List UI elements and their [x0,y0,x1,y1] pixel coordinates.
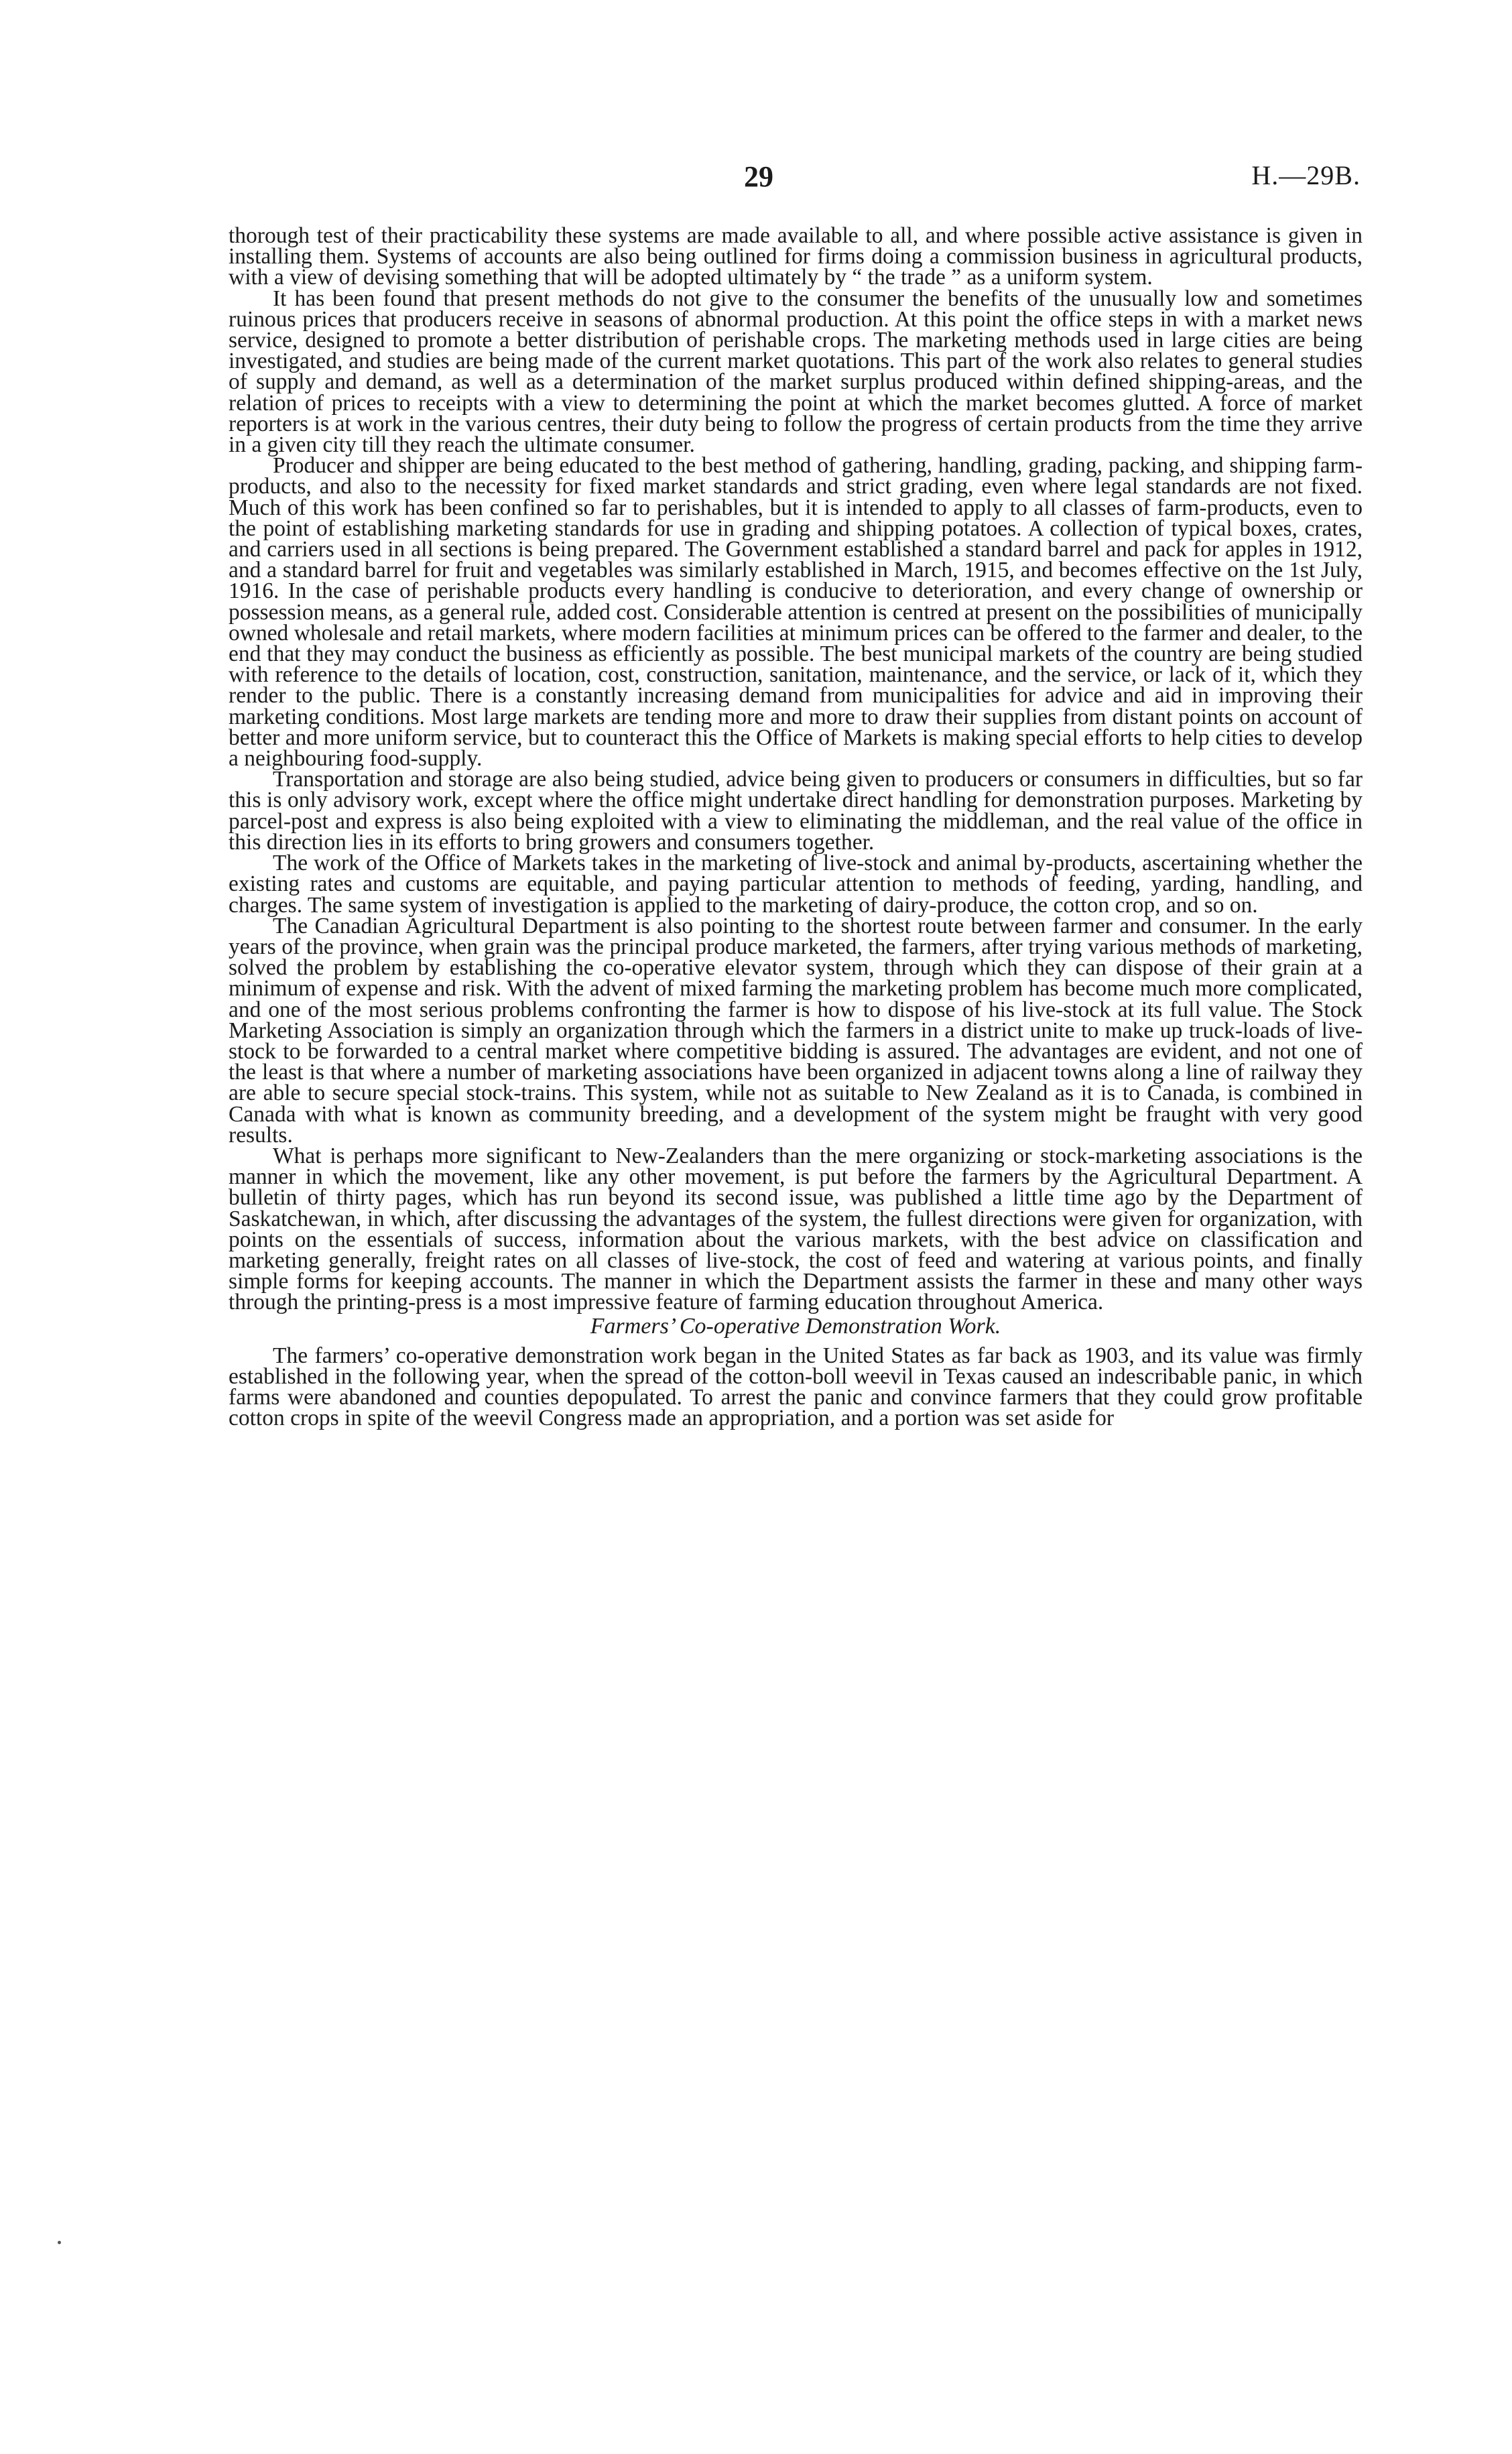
paragraph-demonstration-work: The farmers’ co-operative demonstration work began in the United States as far back as 1903, and its value was firmly established in the following year, when the spread of the cotton-boll weevil in Texas caused an indescribable panic, in which farms were abandoned and counties depopulated. To arrest the panic and convince farmers that they could grow profitable cotton crops in spite of the weevil Congress made an appropriation, and a portion was set aside for [229,1343,1363,1431]
margin-speck [58,2241,61,2244]
paragraph-market-news: It has been found that present methods do not give to the consumer the benefits of the unusually low and sometimes ruinous prices that producers receive in seasons of abnormal production. At this point the office steps in with a market news service, designed to promote a better distribution of perishable crops. The marketing methods used in large cities are being investigated, and studies are being made of the current market quotations. This part of the work also relates to general studies of supply and demand, as well as a determination of the market surplus produced within defined shipping-areas, and the relation of prices to receipts with a view to determining the point at which the market becomes glutted. A force of market reporters is at work in the various centres, their duty being to follow the progress of certain products from the time they arrive in a given city till they reach the ultimate consumer. [229,286,1363,458]
page-header [228,160,1361,200]
paragraph-canadian-department: The Canadian Agricultural Department is also pointing to the shortest route between farmer and consumer. In the early years of the province, when grain was the principal produce marketed, the farmers, after trying various methods of marketing, solved the problem by establishing the co-operative elevator system, through which they can dispose of their grain at a minimum of expense and risk. With the advent of mixed farming the marketing problem has become much more complicated, and one of the most serious problems confronting the farmer is how to dispose of his live-stock at its full value. The Stock Marketing Association is simply an organization through which the farmers in a district unite to make up truck-loads of livestock to be forwarded to a central market where competitive bidding is assured. The advantages are evident, and not one of the least is that where a number of marketing associations have been organized in adjacent towns along a line of railway they are able to secure special stock-trains. This system, while not as suitable to New Zealand as it is to Canada, is combined in Canada with what is known as community breeding, and a development of the system might be fraught with very good results. [229,913,1363,1148]
body-text [229,223,1363,1431]
section-heading: Farmers’ Co-operative Demonstration Work. [590,1313,1001,1339]
paragraph-standards: Producer and shipper are being educated to the best method of gathering, handling, grading, packing, and shipping farm-products, and also to the necessity for fixed market standards and strict grading, even where legal standards are not fixed. Much of this work has been confined so far to perishables, but it is intended to apply to all classes of farm-products, even to the point of establishing marketing standards for use in grading and shipping potatoes. A collection of typical boxes, crates, and carriers used in all sections is being prepared. The Government established a standard barrel and pack for apples in 1912, and a standard barrel for fruit and vegetables was similarly established in March, 1915, and becomes effective on the 1st July, 1916. In the case of perishable products every handling is conducive to deterioration, and every change of ownership or possession means, as a general rule, added cost. Considerable attention is centred at present on the possibilities of municipally owned wholesale and retail markets, where modern facilities at minimum prices can be offered to the farmer and dealer, to the end that they may conduct the business as efficiently as possible. The best municipal markets of the country are being studied with reference to the details of location, cost, construction, sanitation, maintenance, and the service, or lack of it, which they render to the public. There is a constantly increasing demand from municipalities for advice and aid in improving their marketing conditions. Most large markets are tending more and more to draw their supplies from distant points on account of better and more uniform service, but to counteract this the Office of Markets is making special efforts to help cities to develop a neighbouring food-supply. [229,453,1363,772]
paragraph-bulletin: What is perhaps more significant to New-Zealanders than the mere organizing or stock-marketing associations is the manner in which the movement, like any other movement, is put before the farmers by the Agricultural Department. A bulletin of thirty pages, which has run beyond its second issue, was published a little time ago by the Department of Saskatchewan, in which, after discussing the advantages of the system, the fullest directions were given for organization, with points on the essentials of success, information about the various markets, with the best advice on classification and marketing generally, freight rates on all classes of live-stock, the cost of feed and watering at various points, and finally simple forms for keeping accounts. The manner in which the Department assists the farmer in these and many other ways through the printing-press is a most impressive feature of farming education throughout America. [229,1143,1363,1315]
page-number: 29 [744,160,773,193]
paragraph-continuation: thorough test of their practicability these systems are made available to all, and where possible active assistance is given in installing them. Systems of accounts are also being outlined for firms doing a commission business in agricultural products, with a view of devising something that will be adopted ultimately by “ the trade ” as a uniform system. [229,223,1363,290]
paragraph-transportation: Transportation and storage are also being studied, advice being given to producers or consumers in difficulties, but so far this is only advisory work, except where the office might undertake direct handling for demonstration purposes. Marketing by parcel-post and express is also being exploited with a view to eliminating the middleman, and the real value of the office in this direction lies in its efforts to bring growers and consumers together. [229,767,1363,855]
report-reference: H.—29B. [1251,160,1361,190]
paragraph-live-stock: The work of the Office of Markets takes in the marketing of live-stock and animal by-products, ascertaining whether the existing rates and customs are equitable, and paying particular attention to methods of feeding, yarding, handling, and charges. The same system of investigation is applied to the marketing of dairy-produce, the cotton crop, and so on. [229,851,1363,918]
